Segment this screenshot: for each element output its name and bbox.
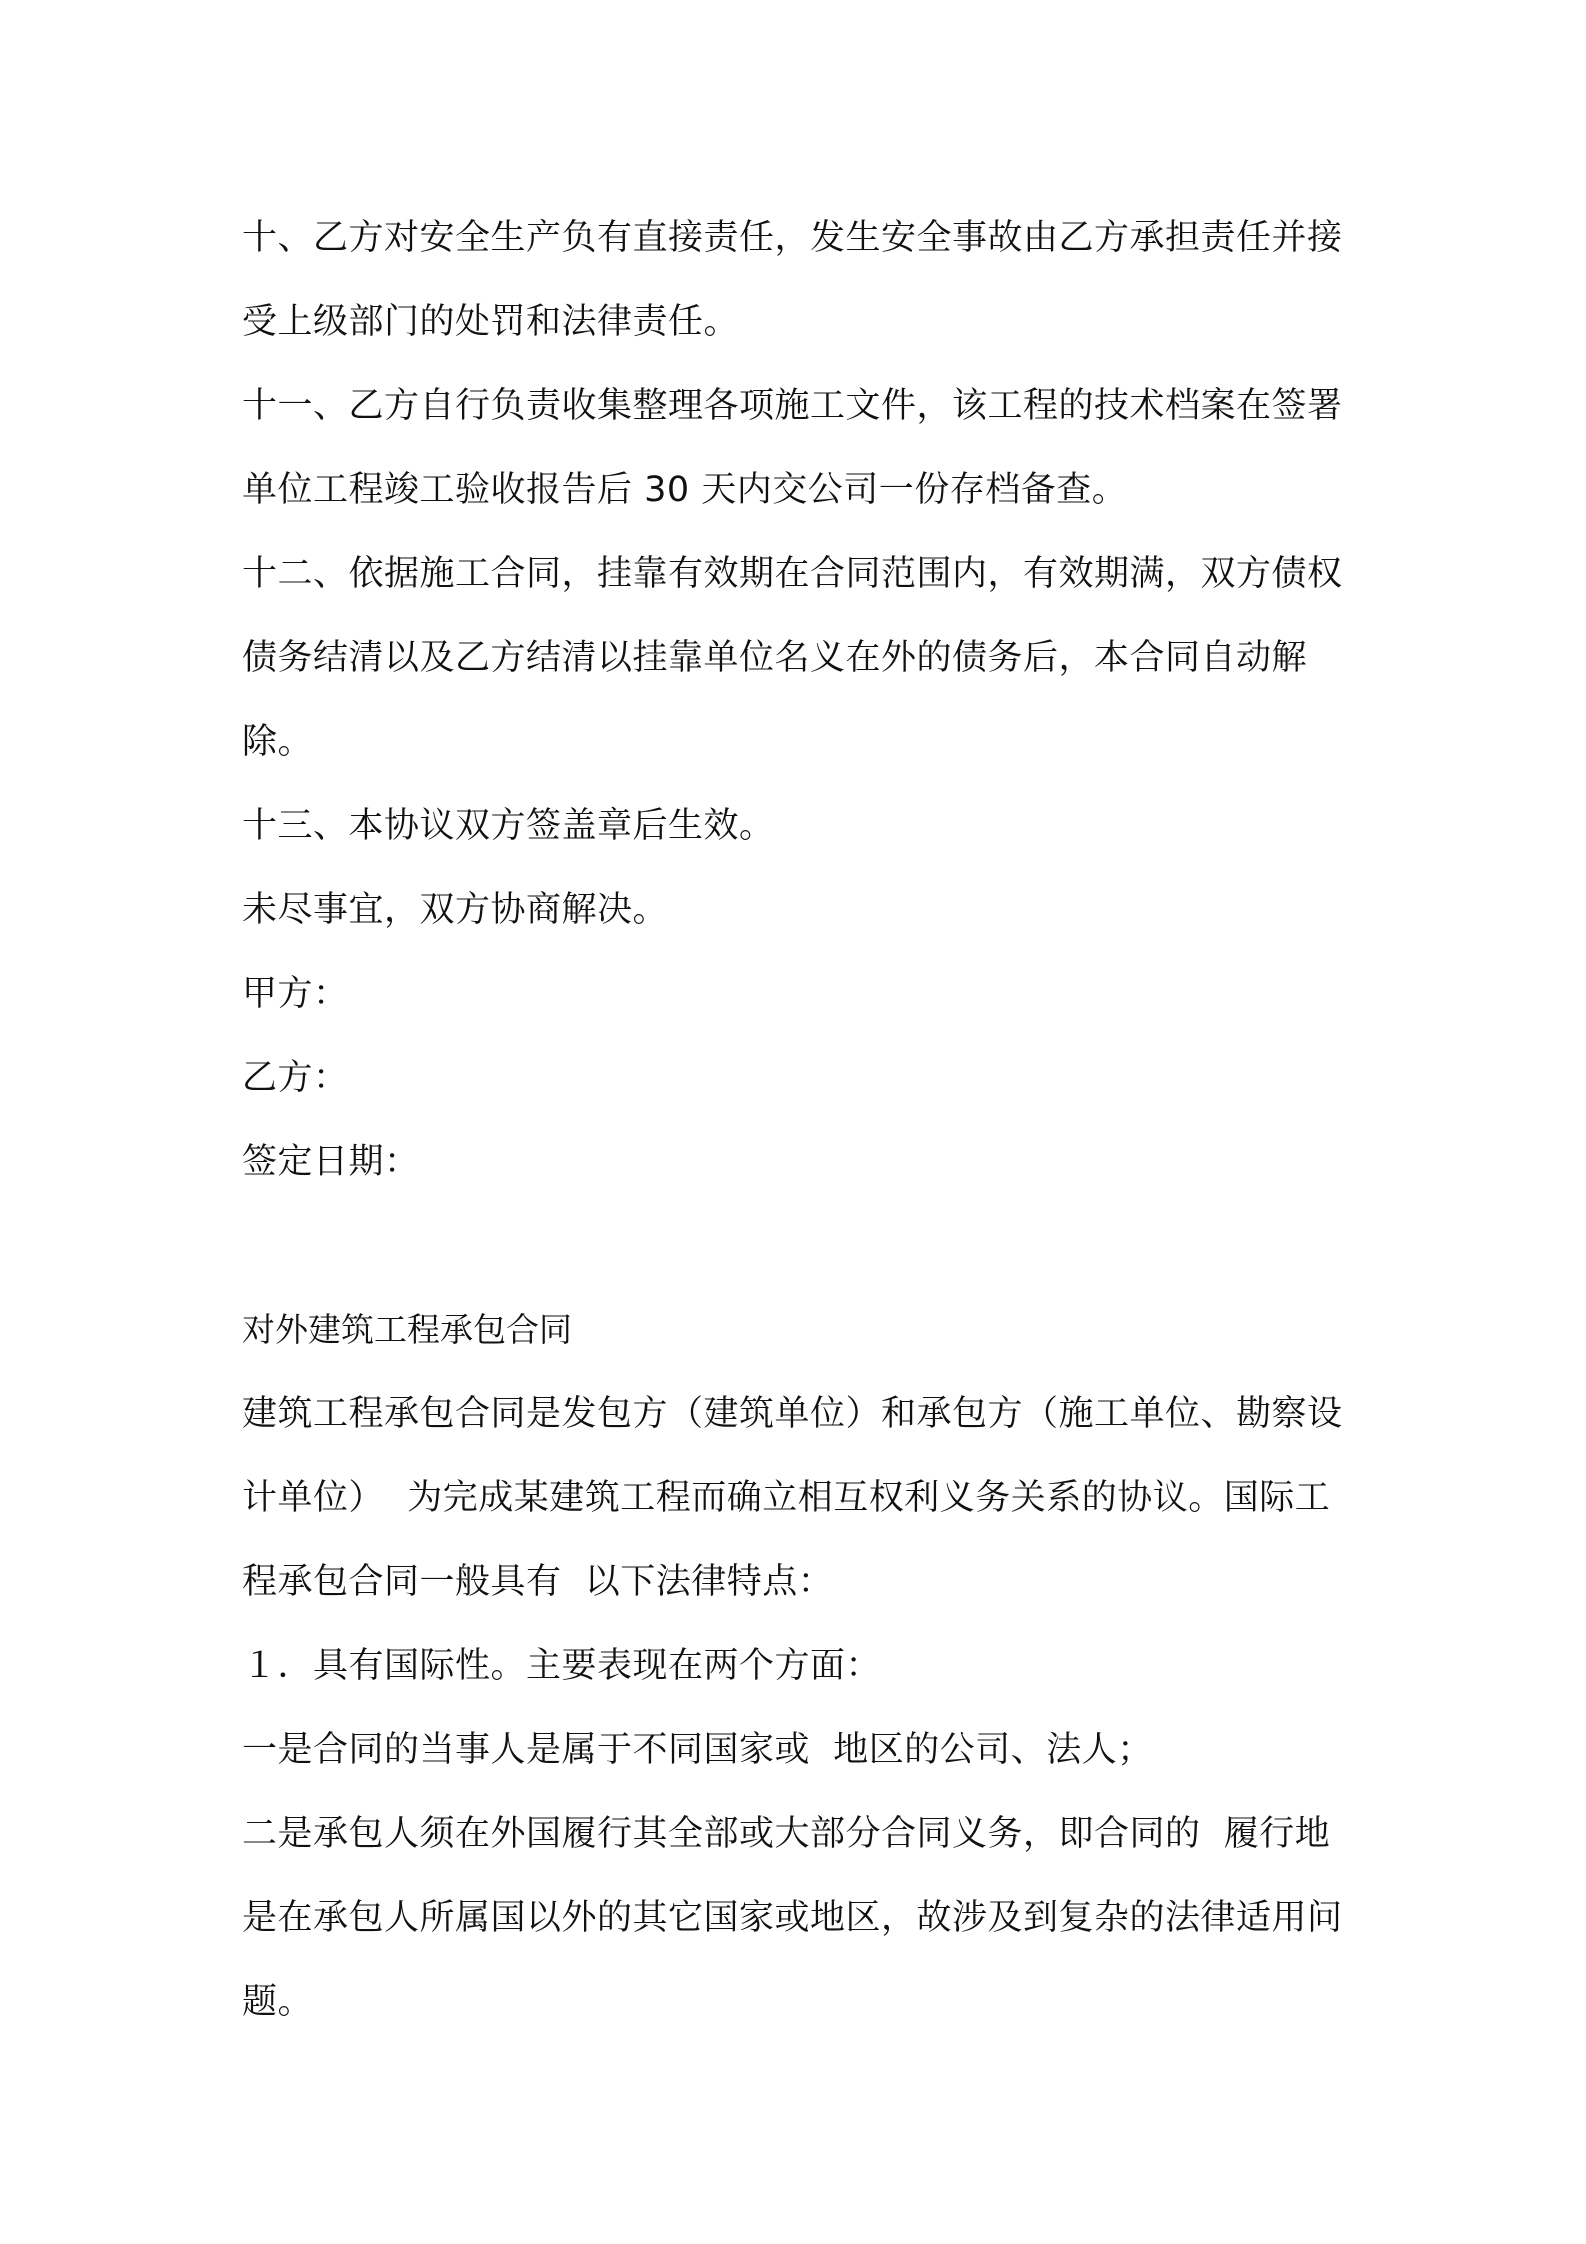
section-title: 对外建筑工程承包合同	[242, 1310, 572, 1349]
clause-13: 十三、本协议双方签盖章后生效。	[242, 806, 775, 846]
closing-note: 未尽事宜，双方协商解决。	[242, 890, 669, 930]
document-body	[242, 196, 1362, 2044]
party-b-label: 乙方：	[242, 1058, 349, 1098]
point-1: １．具有国际性。主要表现在两个方面：	[242, 1646, 882, 1686]
intro-paragraph: 建筑工程承包合同是发包方（建筑单位）和承包方（施工单位、勘察设计单位） 为完成某建筑工程而确立相互权利义务关系的协议。国际工程承包合同一般具有 以下法律特点：	[242, 1394, 1343, 1602]
party-a-label: 甲方：	[242, 974, 349, 1014]
signing-date-label: 签定日期：	[242, 1142, 420, 1182]
sub-point-2: 二是承包人须在外国履行其全部或大部分合同义务，即合同的 履行地是在承包人所属国以外的其它国家或地区，故涉及到复杂的法律适用问题。	[242, 1814, 1343, 2022]
clause-10: 十、乙方对安全生产负有直接责任，发生安全事故由乙方承担责任并接受上级部门的处罚和法律责任。	[242, 218, 1343, 342]
clause-11: 十一、乙方自行负责收集整理各项施工文件，该工程的技术档案在签署单位工程竣工验收报告后 30 天内交公司一份存档备查。	[242, 386, 1343, 510]
section-gap	[242, 1204, 1362, 1288]
clause-12: 十二、依据施工合同，挂靠有效期在合同范围内，有效期满，双方债权债务结清以及乙方结清以挂靠单位名义在外的债务后，本合同自动解除。	[242, 554, 1343, 762]
sub-point-1: 一是合同的当事人是属于不同国家或 地区的公司、法人；	[242, 1730, 1153, 1770]
